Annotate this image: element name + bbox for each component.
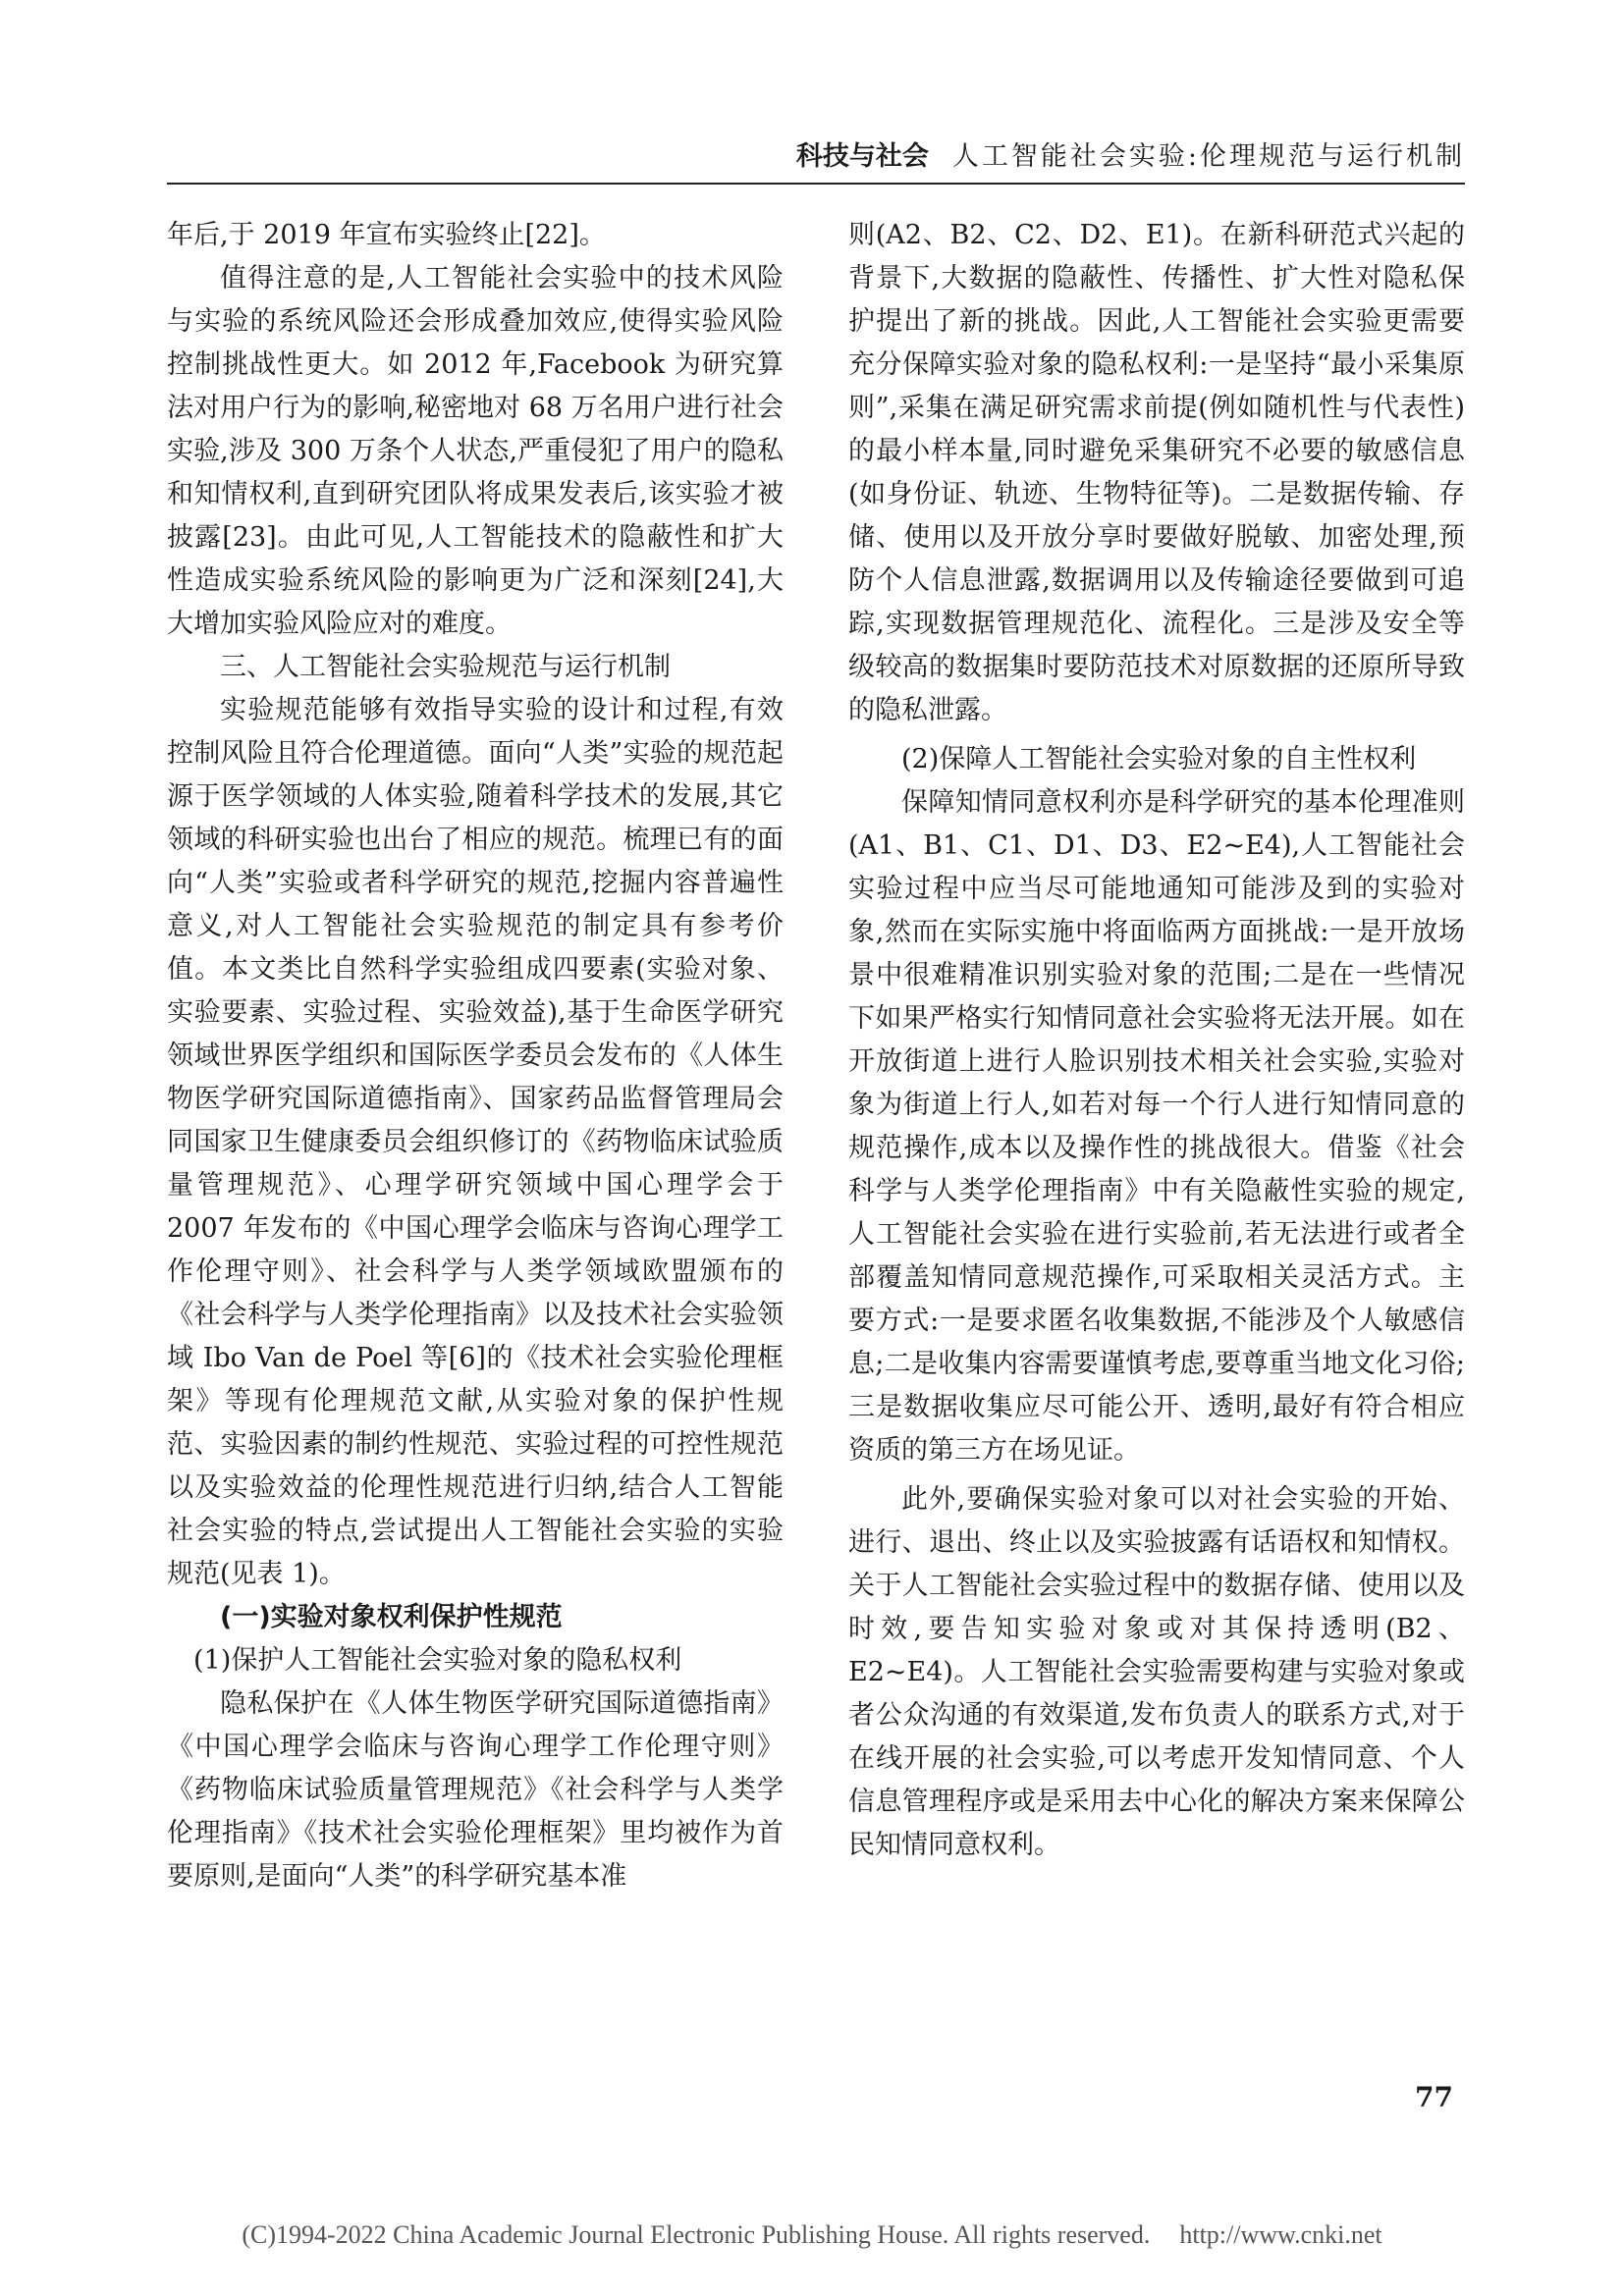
left-column xyxy=(167,214,784,1898)
sub-subsection-heading: (2)保障人工智能社会实验对象的自主性权利 xyxy=(901,744,1417,774)
paragraph: 此外,要确保实验对象可以对社会实验的开始、进行、退出、终止以及实验披露有话语权和知情权。关于人工智能社会实验过程中的数据存储、使用以及时效,要告知实验对象或对其保持透明(B2、E2~E4)。人工智能社会实验需要构建与实验对象或者公众沟通的有效渠道,发布负责人的联系方式,对于在线开展的社会实验,可以考虑开发知情同意、个人信息管理程序或是采用去中心化的解决方案来保障公民知情同意权利。 xyxy=(848,1484,1465,1860)
page-number: 77 xyxy=(1415,2081,1453,2113)
paragraph: 实验规范能够有效指导实验的设计和过程,有效控制风险且符合伦理道德。面向“人类”实验的规范起源于医学领域的人体实验,随着科学技术的发展,其它领域的科研实验也出台了相应的规范。梳理已有的面向“人类”实验或者科学研究的规范,挖掘内容普遍性意义,对人工智能社会实验规范的制定具有参考价值。本文类比自然科学实验组成四要素(实验对象、实验要素、实验过程、实验效益),基于生命医学研究领域世界医学组织和国际医学委员会发布的《人体生物医学研究国际道德指南》、国家药品监督管理局会同国家卫生健康委员会组织修订的《药物临床试验质量管理规范》、心理学研究领域中国心理学会于 2007 年发布的《中国心理学会临床与咨询心理学工作伦理守则》、社会科学与人类学领域欧盟颁布的《社会科学与人类学伦理指南》以及技术社会实验领域 Ibo Van de Poel 等[6]的《技术社会实验伦理框架》等现有伦理规范文献,从实验对象的保护性规范、实验因素的制约性规范、实验过程的可控性规范以及实验效益的伦理性规范进行归纳,结合人工智能社会实验的特点,尝试提出人工智能社会实验的实验规范(见表 1)。 xyxy=(167,695,784,1589)
running-article-title: 人工智能社会实验:伦理规范与运行机制 xyxy=(951,141,1465,172)
right-column xyxy=(848,214,1465,1867)
subsection-heading: (一)实验对象权利保护性规范 xyxy=(220,1602,563,1632)
sub-subsection-heading: (1)保护人工智能社会实验对象的隐私权利 xyxy=(193,1645,682,1676)
paragraph: 保障知情同意权利亦是科学研究的基本伦理准则(A1、B1、C1、D1、D3、E2~E4),人工智能社会实验过程中应当尽可能地通知可能涉及到的实验对象,然而在实际实施中将面临两方面挑战:一是开放场景中很难精准识别实验对象的范围;二是在一些情况下如果严格实行知情同意社会实验将无法开展。如在开放街道上进行人脸识别技术相关社会实验,实验对象为街道上行人,如若对每一个行人进行知情同意的规范操作,成本以及操作性的挑战很大。借鉴《社会科学与人类学伦理指南》中有关隐蔽性实验的规定,人工智能社会实验在进行实验前,若无法进行或者全部覆盖知情同意规范操作,可采取相关灵活方式。主要方式:一是要求匿名收集数据,不能涉及个人敏感信息;二是收集内容需要谨慎考虑,要尊重当地文化习俗;三是数据收集应尽可能公开、透明,最好有符合相应资质的第三方在场见证。 xyxy=(848,787,1465,1466)
paragraph: 值得注意的是,人工智能社会实验中的技术风险与实验的系统风险还会形成叠加效应,使得实验风险控制挑战性更大。如 2012 年,Facebook 为研究算法对用户行为的影响,秘密地对 68 万名用户进行社会实验,涉及 300 万条个人状态,严重侵犯了用户的隐私和知情权利,直到研究团队将成果发表后,该实验才被披露[23]。由此可见,人工智能技术的隐蔽性和扩大性造成实验系统风险的影响更为广泛和深刻[24],大大增加实验风险应对的难度。 xyxy=(167,263,784,639)
copyright-text: (C)1994-2022 China Academic Journal Electronic Publishing House. All rights reserved. xyxy=(242,2220,1151,2249)
running-header xyxy=(167,133,1465,181)
paragraph-continued: 年后,于 2019 年宣布实验终止[22]。 xyxy=(167,220,606,250)
header-divider xyxy=(167,183,1465,185)
paragraph-continued: 则(A2、B2、C2、D2、E1)。在新科研范式兴起的背景下,大数据的隐蔽性、传播性、扩大性对隐私保护提出了新的挑战。因此,人工智能社会实验更需要充分保障实验对象的隐私权利:一是坚持“最小采集原则”,采集在满足研究需求前提(例如随机性与代表性)的最小样本量,同时避免采集研究不必要的敏感信息(如身份证、轨迹、生物特征等)。二是数据传输、存储、使用以及开放分享时要做好脱敏、加密处理,预防个人信息泄露,数据调用以及传输途径要做到可追踪,实现数据管理规范化、流程化。三是涉及安全等级较高的数据集时要防范技术对原数据的还原所导致的隐私泄露。 xyxy=(848,220,1465,725)
journal-name: 科技与社会 xyxy=(795,141,929,172)
paragraph: 隐私保护在《人体生物医学研究国际道德指南》《中国心理学会临床与咨询心理学工作伦理守则》《药物临床试验质量管理规范》《社会科学与人类学伦理指南》《技术社会实验伦理框架》里均被作为首要原则,是面向“人类”的科学研究基本准 xyxy=(167,1688,784,1892)
copyright-footer xyxy=(0,2220,1624,2250)
footer-url[interactable]: http://www.cnki.net xyxy=(1179,2220,1382,2249)
section-heading: 三、人工智能社会实验规范与运行机制 xyxy=(220,652,671,682)
